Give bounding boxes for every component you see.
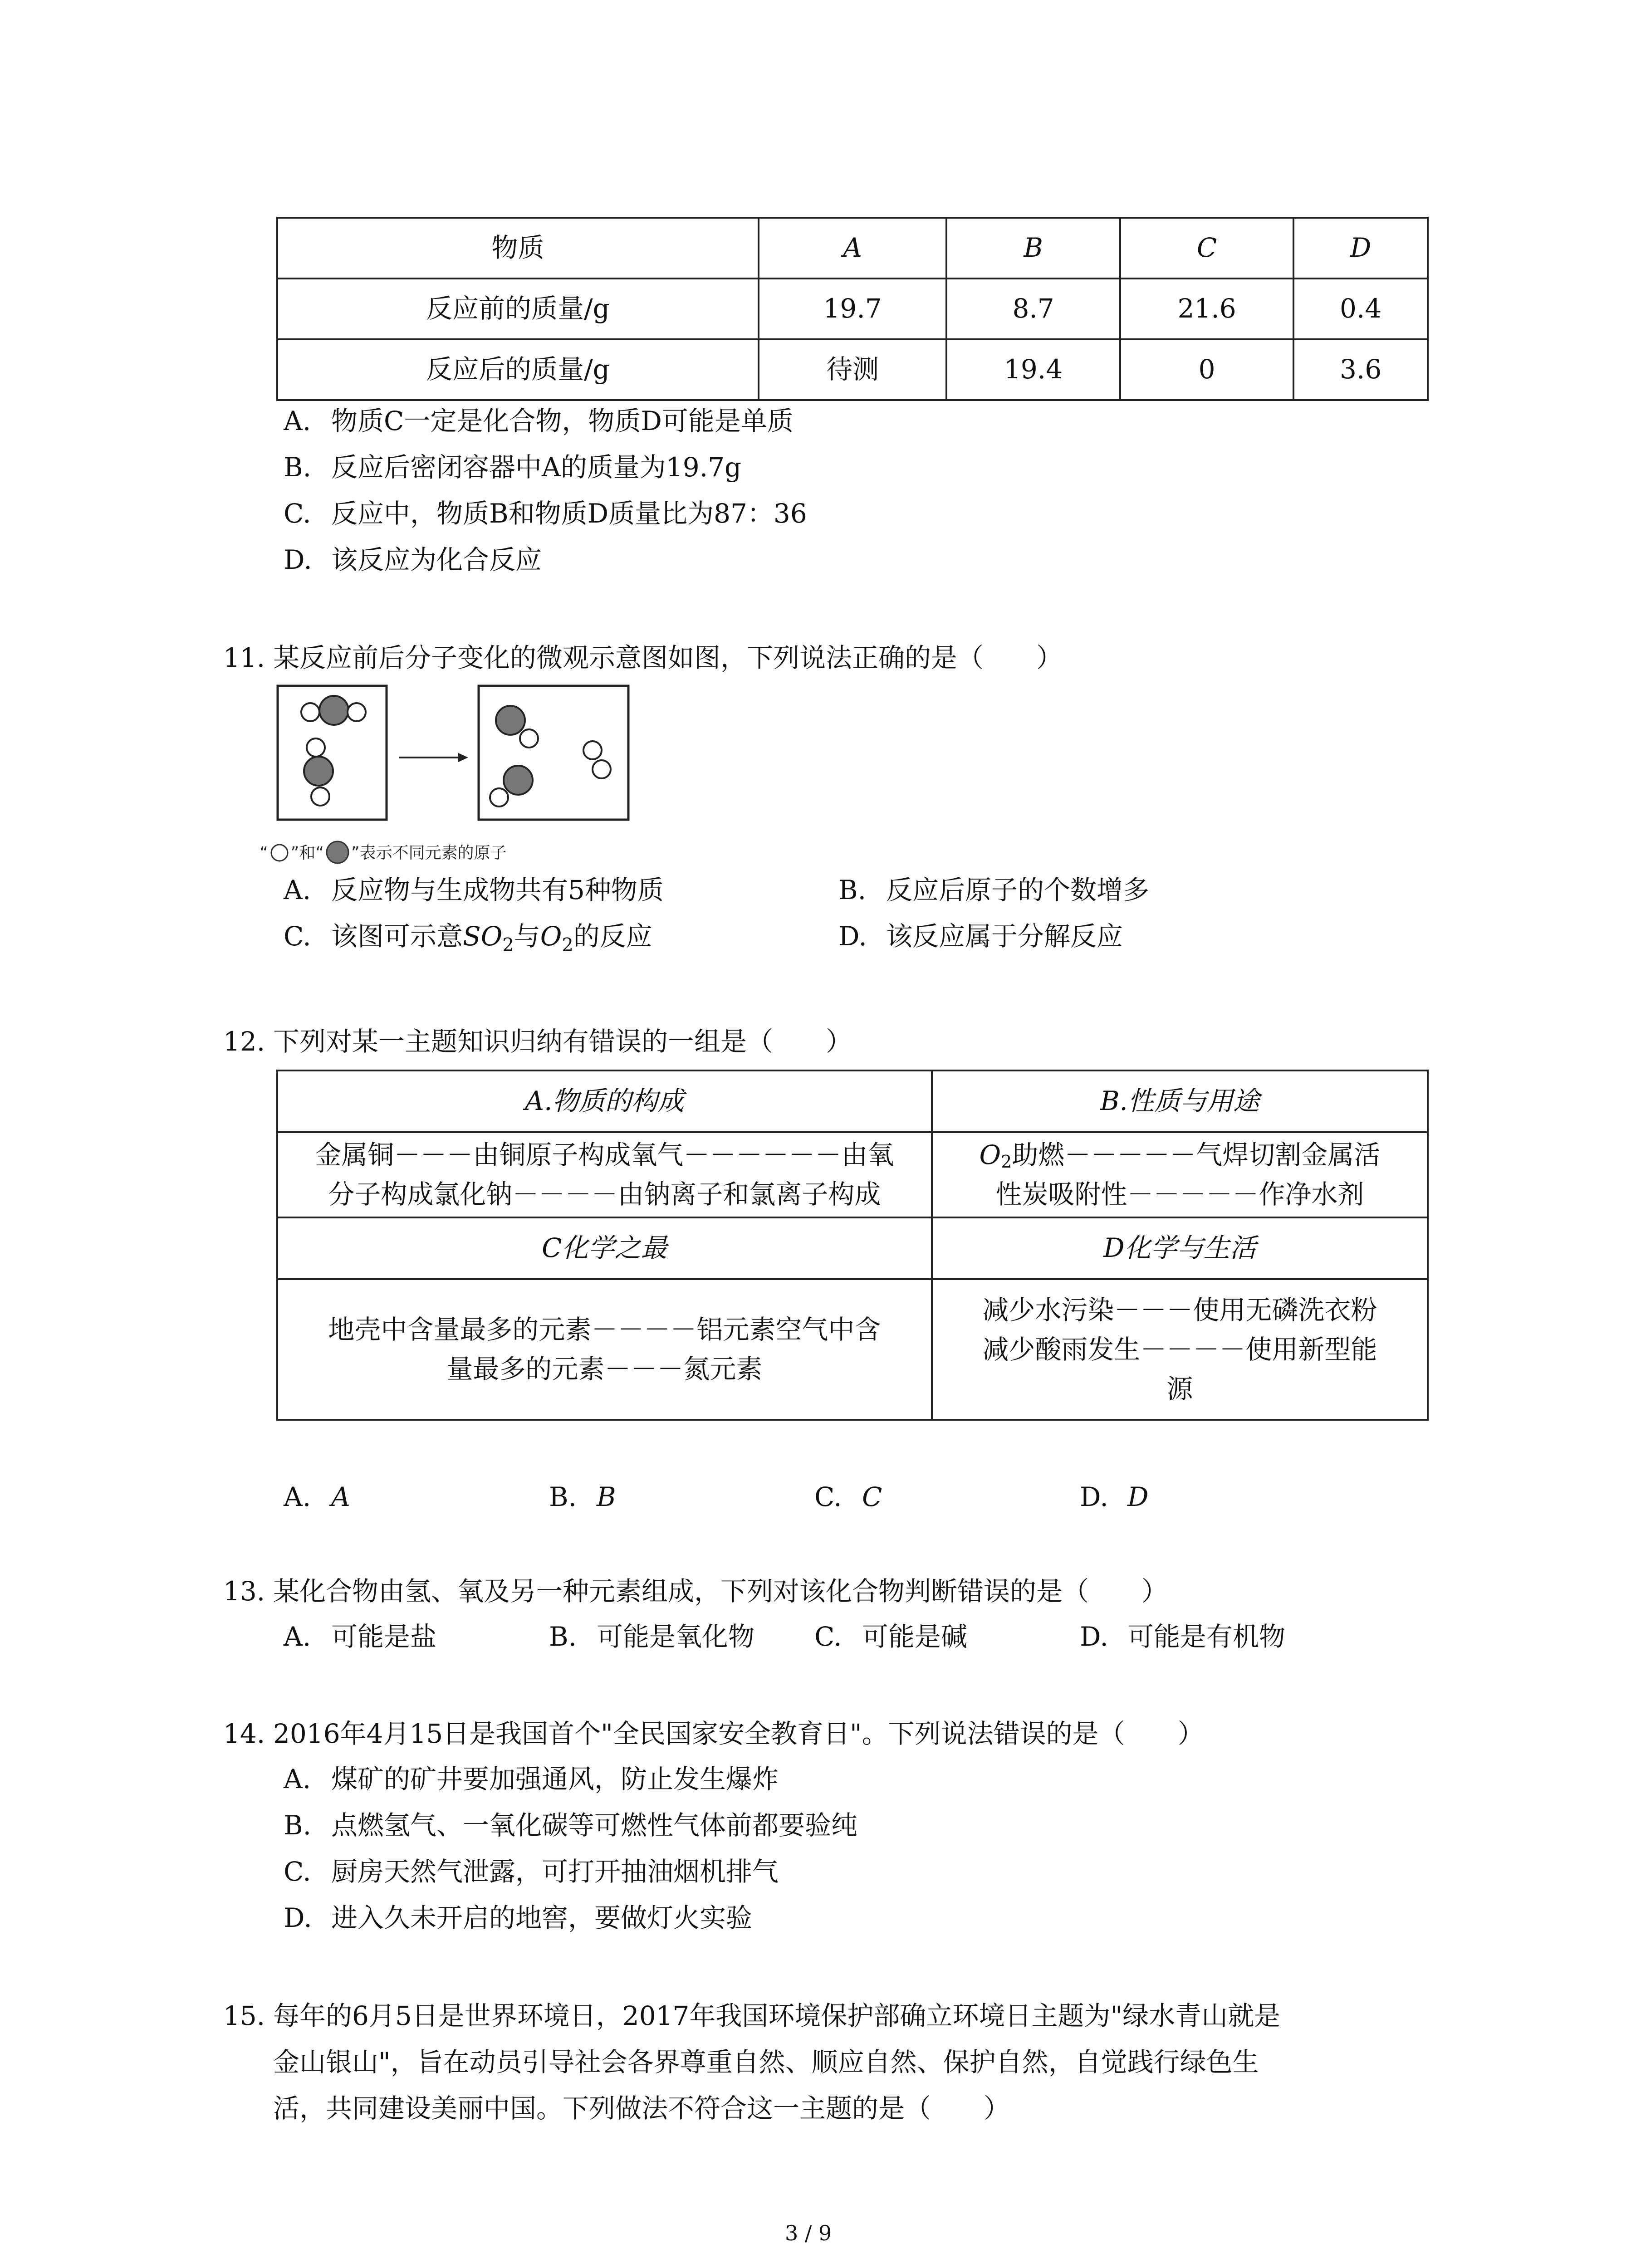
q12-option-a[interactable]: [284, 1481, 350, 1513]
question-number: 15.: [223, 2000, 265, 2031]
formula-o2: O: [540, 921, 562, 952]
cell-line: 源: [1166, 1373, 1193, 1404]
option-text: 可能是有机物: [1127, 1621, 1286, 1652]
q10-option-a[interactable]: [284, 406, 794, 437]
legend-quote: “: [260, 844, 268, 862]
cell-text: 助燃－－－－－气焊切割金属活: [1012, 1139, 1381, 1170]
table-header-row: [277, 1217, 1428, 1279]
q12-topic-table: [276, 1070, 1429, 1421]
question-text: 某反应前后分子变化的微观示意图如图，下列说法正确的是（ ）: [273, 642, 1063, 673]
table-cell: 8.7: [946, 279, 1120, 339]
q11-option-b[interactable]: [838, 875, 1149, 906]
legend-text: ”和“: [290, 844, 324, 862]
option-text: 该反应为化合反应: [331, 544, 542, 575]
option-text: 厨房天然气泄露，可打开抽油烟机排气: [331, 1856, 779, 1887]
question-number: 13.: [223, 1576, 265, 1607]
cell-b-head: B.性质与用途: [932, 1070, 1428, 1132]
cell-c-body: [277, 1279, 932, 1420]
table-header-cell: D: [1293, 218, 1428, 279]
option-text: 可能是碱: [862, 1621, 968, 1652]
table-cell: 21.6: [1120, 279, 1294, 339]
formula-so2: SO: [463, 921, 503, 952]
subscript: 2: [1001, 1152, 1012, 1172]
q13-option-a[interactable]: [284, 1621, 436, 1653]
table-header-cell: C: [1120, 218, 1294, 279]
option-text: 煤矿的矿井要加强通风，防止发生爆炸: [331, 1764, 779, 1794]
cell-c-head: C化学之最: [277, 1217, 932, 1279]
table-row: [277, 339, 1428, 400]
q11-option-a[interactable]: [284, 875, 664, 906]
q10-option-c[interactable]: [284, 498, 807, 530]
option-letter: C.: [814, 1481, 842, 1512]
question-text: 每年的6月5日是世界环境日，2017年我国环境保护部确立环境日主题为"绿水青山就是: [273, 2000, 1281, 2031]
option-letter: C.: [284, 1856, 311, 1887]
option-text: 的反应: [573, 921, 652, 952]
question-number: 14.: [223, 1718, 265, 1749]
option-letter: D.: [1080, 1621, 1108, 1652]
q13-option-b[interactable]: [549, 1621, 754, 1653]
option-text: 物质C一定是化合物，物质D可能是单质: [331, 406, 794, 436]
cell-line: 性炭吸附性－－－－－作净水剂: [995, 1179, 1364, 1210]
option-letter: D.: [838, 921, 867, 952]
question-text: 2016年4月15日是我国首个"全民国家安全教育日"。下列说法错误的是（ ）: [273, 1718, 1204, 1749]
table-cell: 反应后的质量/g: [277, 339, 759, 400]
q13-option-d[interactable]: [1080, 1621, 1285, 1653]
option-text: D: [1127, 1481, 1149, 1512]
legend-text: ”表示不同元素的原子: [351, 844, 507, 862]
option-text: 进入久未开启的地窖，要做灯火实验: [331, 1902, 753, 1933]
gray-atom-icon: [324, 840, 351, 865]
q15-stem-line-3: 活，共同建设美丽中国。下列做法不符合这一主题的是（ ）: [273, 2093, 1010, 2124]
cell-line: 分子构成氯化钠－－－－由钠离子和氯离子构成: [328, 1179, 881, 1210]
table-row: [277, 1279, 1428, 1420]
option-letter: A.: [284, 1481, 311, 1512]
option-letter: A.: [284, 875, 311, 905]
option-letter: C.: [284, 498, 311, 529]
question-text: 某化合物由氢、氧及另一种元素组成，下列对该化合物判断错误的是（ ）: [273, 1576, 1168, 1607]
table-header-cell: 物质: [277, 218, 759, 279]
formula-o2: O: [979, 1139, 1001, 1170]
q11-option-c[interactable]: [284, 921, 652, 956]
white-atom-icon: [268, 843, 291, 863]
option-text: 与: [514, 921, 540, 952]
cell-line: 减少酸雨发生－－－－使用新型能: [982, 1334, 1377, 1365]
subscript: 2: [562, 934, 573, 956]
cell-d-head: D化学与生活: [932, 1217, 1428, 1279]
table-cell: 3.6: [1293, 339, 1428, 400]
option-text: B: [597, 1481, 616, 1512]
question-number: 12.: [223, 1026, 265, 1057]
option-text: 反应后原子的个数增多: [886, 875, 1150, 905]
cell-line: 减少水污染－－－使用无磷洗衣粉: [982, 1294, 1377, 1325]
option-letter: D.: [284, 1902, 312, 1933]
table-cell: 反应前的质量/g: [277, 279, 759, 339]
option-text: 反应中，物质B和物质D质量比为87：36: [331, 498, 807, 529]
table-cell: 0: [1120, 339, 1294, 400]
table-cell: 19.7: [759, 279, 946, 339]
option-text: 点燃氢气、一氧化碳等可燃性气体前都要验纯: [331, 1810, 858, 1841]
q11-figure-legend: [260, 840, 507, 865]
q15-stem-line-1: [223, 2000, 1280, 2032]
option-text: 可能是盐: [331, 1621, 437, 1652]
cell-line: 地壳中含量最多的元素－－－－铝元素空气中含: [328, 1314, 881, 1345]
table-cell: 19.4: [946, 339, 1120, 400]
cell-a-head: A.物质的构成: [277, 1070, 932, 1132]
table-header-row: [277, 1070, 1428, 1132]
q11-option-d[interactable]: [838, 921, 1123, 953]
q12-option-c[interactable]: [814, 1481, 882, 1513]
q10-mass-table: [276, 217, 1429, 401]
cell-d-body: [932, 1279, 1428, 1420]
cell-line: 量最多的元素－－－氮元素: [446, 1354, 763, 1384]
q14-option-b[interactable]: [284, 1810, 857, 1842]
table-cell: 待测: [759, 339, 946, 400]
q14-stem: [223, 1718, 1204, 1750]
q11-stem: [223, 642, 1063, 674]
option-letter: C.: [284, 921, 311, 952]
q14-option-c[interactable]: [284, 1856, 779, 1888]
option-text: 该反应属于分解反应: [886, 921, 1123, 952]
option-text: C: [862, 1481, 882, 1512]
option-letter: B.: [838, 875, 867, 905]
option-text: 反应物与生成物共有5种物质: [331, 875, 664, 905]
table-header-cell: A: [759, 218, 946, 279]
subscript: 2: [502, 934, 514, 956]
question-number: 11.: [223, 642, 265, 673]
option-text: 反应后密闭容器中A的质量为19.7g: [331, 452, 742, 483]
q14-option-a[interactable]: [284, 1764, 779, 1795]
page-number: 3 / 9: [785, 2221, 832, 2245]
q12-option-d[interactable]: [1080, 1481, 1149, 1513]
q14-option-d[interactable]: [284, 1902, 752, 1934]
option-letter: B.: [284, 1810, 312, 1841]
q10-option-d[interactable]: [284, 544, 542, 576]
question-text: 下列对某一主题知识归纳有错误的一组是（ ）: [273, 1026, 852, 1057]
table-row: [277, 279, 1428, 339]
option-text: 该图可示意: [331, 921, 463, 952]
q12-option-b[interactable]: [549, 1481, 616, 1513]
cell-line: [942, 1135, 1418, 1175]
option-letter: B.: [549, 1481, 577, 1512]
cell-a-body: [277, 1132, 932, 1217]
option-letter: A.: [284, 1764, 311, 1794]
q15-stem-line-2: 金山银山"，旨在动员引导社会各界尊重自然、顺应自然、保护自然，自觉践行绿色生: [273, 2047, 1259, 2077]
option-letter: D.: [284, 544, 312, 575]
cell-line: 金属铜－－－由铜原子构成氧气－－－－－－由氧: [315, 1139, 894, 1170]
table-cell: 0.4: [1293, 279, 1428, 339]
q13-stem: [223, 1576, 1168, 1608]
q11-molecule-diagram: [272, 680, 635, 826]
option-letter: B.: [284, 452, 312, 483]
option-letter: C.: [814, 1621, 842, 1652]
option-letter: B.: [549, 1621, 577, 1652]
table-header-row: [277, 218, 1428, 279]
q10-option-b[interactable]: [284, 452, 741, 484]
q13-option-c[interactable]: [814, 1621, 967, 1653]
option-text: 可能是氧化物: [597, 1621, 755, 1652]
table-header-cell: B: [946, 218, 1120, 279]
option-letter: A.: [284, 1621, 311, 1652]
table-row: [277, 1132, 1428, 1217]
option-letter: D.: [1080, 1481, 1108, 1512]
option-text: A: [331, 1481, 350, 1512]
q12-stem: [223, 1026, 852, 1058]
cell-b-body: [932, 1132, 1428, 1217]
option-letter: A.: [284, 406, 311, 436]
